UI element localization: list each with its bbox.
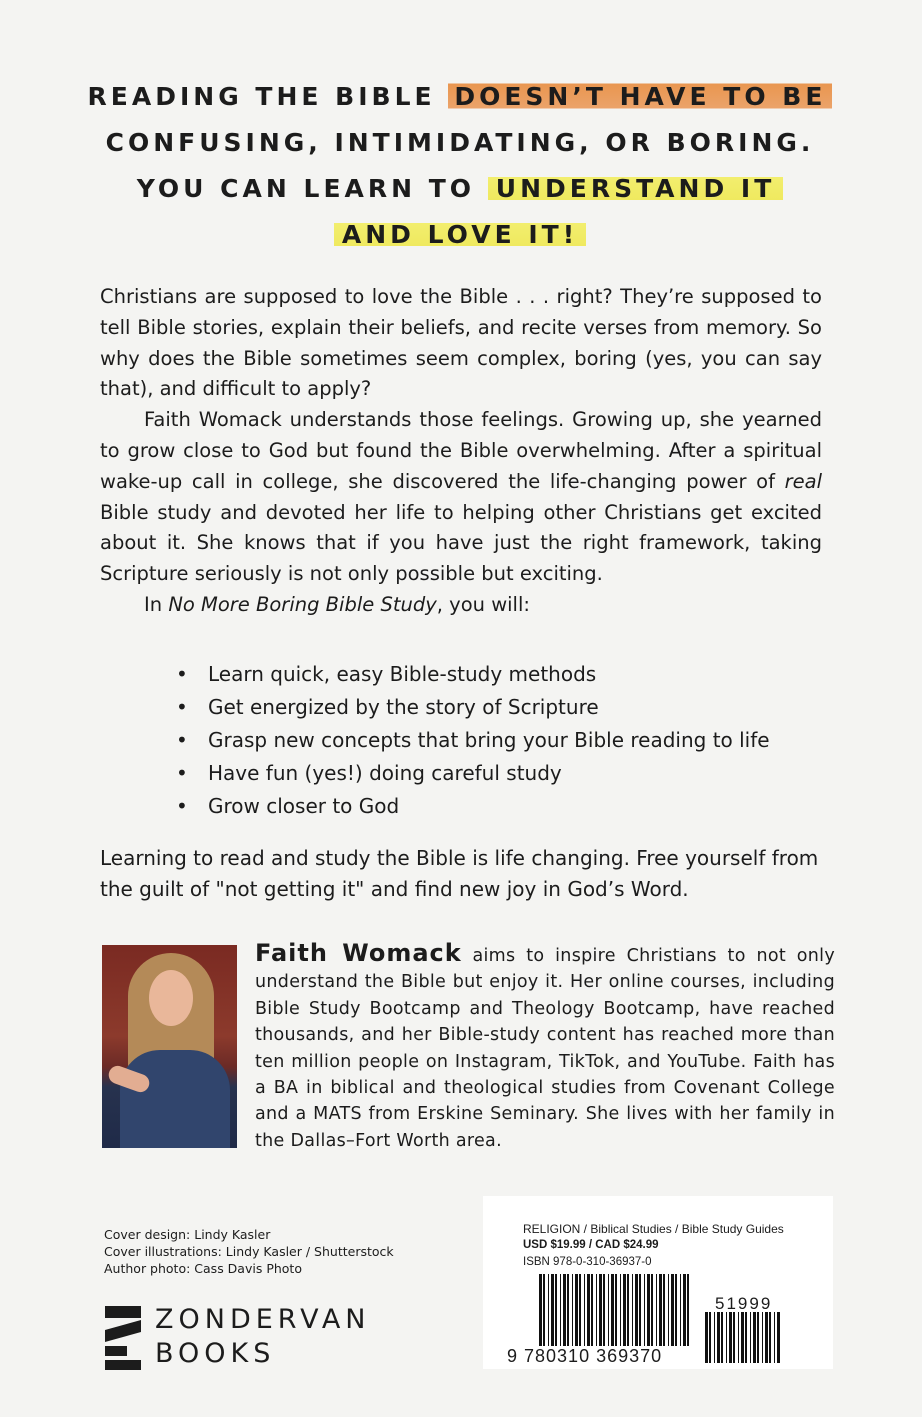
- price: USD $19.99 / CAD $24.99: [523, 1239, 659, 1251]
- paragraph-2: [100, 405, 822, 590]
- credits: [104, 1226, 394, 1277]
- credit-cover-illustrations: Cover illustrations: Lindy Kasler / Shutterstock: [104, 1244, 394, 1259]
- bisac-category: RELIGION / Biblical Studies / Bible Study Guides: [523, 1222, 784, 1236]
- barcode-panel: [483, 1196, 833, 1369]
- publisher-imprint: BOOKS: [155, 1338, 276, 1369]
- headline-highlight-yellow-1: UNDERSTAND IT: [488, 174, 784, 203]
- list-item: • Get energized by the story of Scripture: [176, 691, 856, 724]
- description: [100, 282, 822, 621]
- list-item: • Learn quick, easy Bible-study methods: [176, 658, 856, 691]
- paragraph-2-text-b: Bible study and devoted her life to helping other Christians get excited about it. She knows that if you have just the right framework, taking Scripture seriously is not only possible but exciting.: [100, 500, 822, 586]
- list-item: • Grow closer to God: [176, 790, 856, 823]
- headline-line-3: [60, 166, 860, 212]
- headline-highlight-yellow-2: AND LOVE IT!: [334, 220, 586, 249]
- headline-text-1: READING THE BIBLE: [87, 82, 449, 111]
- headline-highlight-orange: DOESN’T HAVE TO BE: [448, 82, 832, 111]
- publisher-name: ZONDERVAN: [155, 1304, 371, 1335]
- paragraph-2-emphasis: real: [784, 469, 822, 493]
- headline: [60, 74, 860, 258]
- author-bio: [255, 940, 835, 1154]
- benefits-list: [176, 658, 856, 823]
- book-title: No More Boring Bible Study: [168, 592, 437, 616]
- credit-author-photo: Author photo: Cass Davis Photo: [104, 1261, 302, 1276]
- credit-cover-design: Cover design: Lindy Kasler: [104, 1227, 271, 1242]
- publisher-logo: [105, 1306, 405, 1370]
- author-photo: [102, 945, 237, 1148]
- paragraph-3-text-b: , you will:: [436, 592, 530, 616]
- list-item: • Grasp new concepts that bring your Bible reading to life: [176, 724, 856, 757]
- price-addon-digits: 51999: [715, 1294, 773, 1313]
- headline-text-3: YOU CAN LEARN TO: [136, 174, 488, 203]
- headline-line-4: [60, 212, 860, 258]
- barcode-digits: 9 780310 369370: [507, 1346, 663, 1366]
- paragraph-1: Christians are supposed to love the Bible . . . right? They’re supposed to tell Bible stories, explain their beliefs, and recite verses from memory. So why does the Bible sometimes seem complex, boring (yes, you can say that), and difficult to apply?: [100, 285, 822, 401]
- list-item: • Have fun (yes!) doing careful study: [176, 757, 856, 790]
- isbn: ISBN 978-0-310-36937-0: [523, 1256, 652, 1268]
- closing-paragraph: Learning to read and study the Bible is life changing. Free yourself from the guilt of "not getting it" and find new joy in God’s Word.: [100, 846, 819, 901]
- author-bio-text: aims to inspire Christians to not only understand the Bible but enjoy it. Her online courses, including Bible Study Bootcamp and Theology Bootcamp, have reached thousands, and her Bible-study content has reached more than ten million people on Instagram, TikTok, and YouTube. Faith has a BA in biblical and theological studies from Covenant College and a MATS from Erskine Seminary. She lives with her family in the Dallas–Fort Worth area.: [255, 946, 835, 1151]
- headline-line-2: CONFUSING, INTIMIDATING, OR BORING.: [105, 128, 815, 157]
- paragraph-2-text-a: Faith Womack understands those feelings. Growing up, she yearned to grow close to God but found the Bible overwhelming. After a spiritual wake-up call in college, she discovered the life-changing power of: [100, 408, 822, 493]
- paragraph-3: [100, 590, 822, 621]
- zondervan-mark-icon: [105, 1306, 141, 1370]
- headline-line-1: [60, 74, 860, 120]
- author-name: Faith Womack: [255, 939, 462, 967]
- paragraph-3-text-a: In: [144, 592, 169, 616]
